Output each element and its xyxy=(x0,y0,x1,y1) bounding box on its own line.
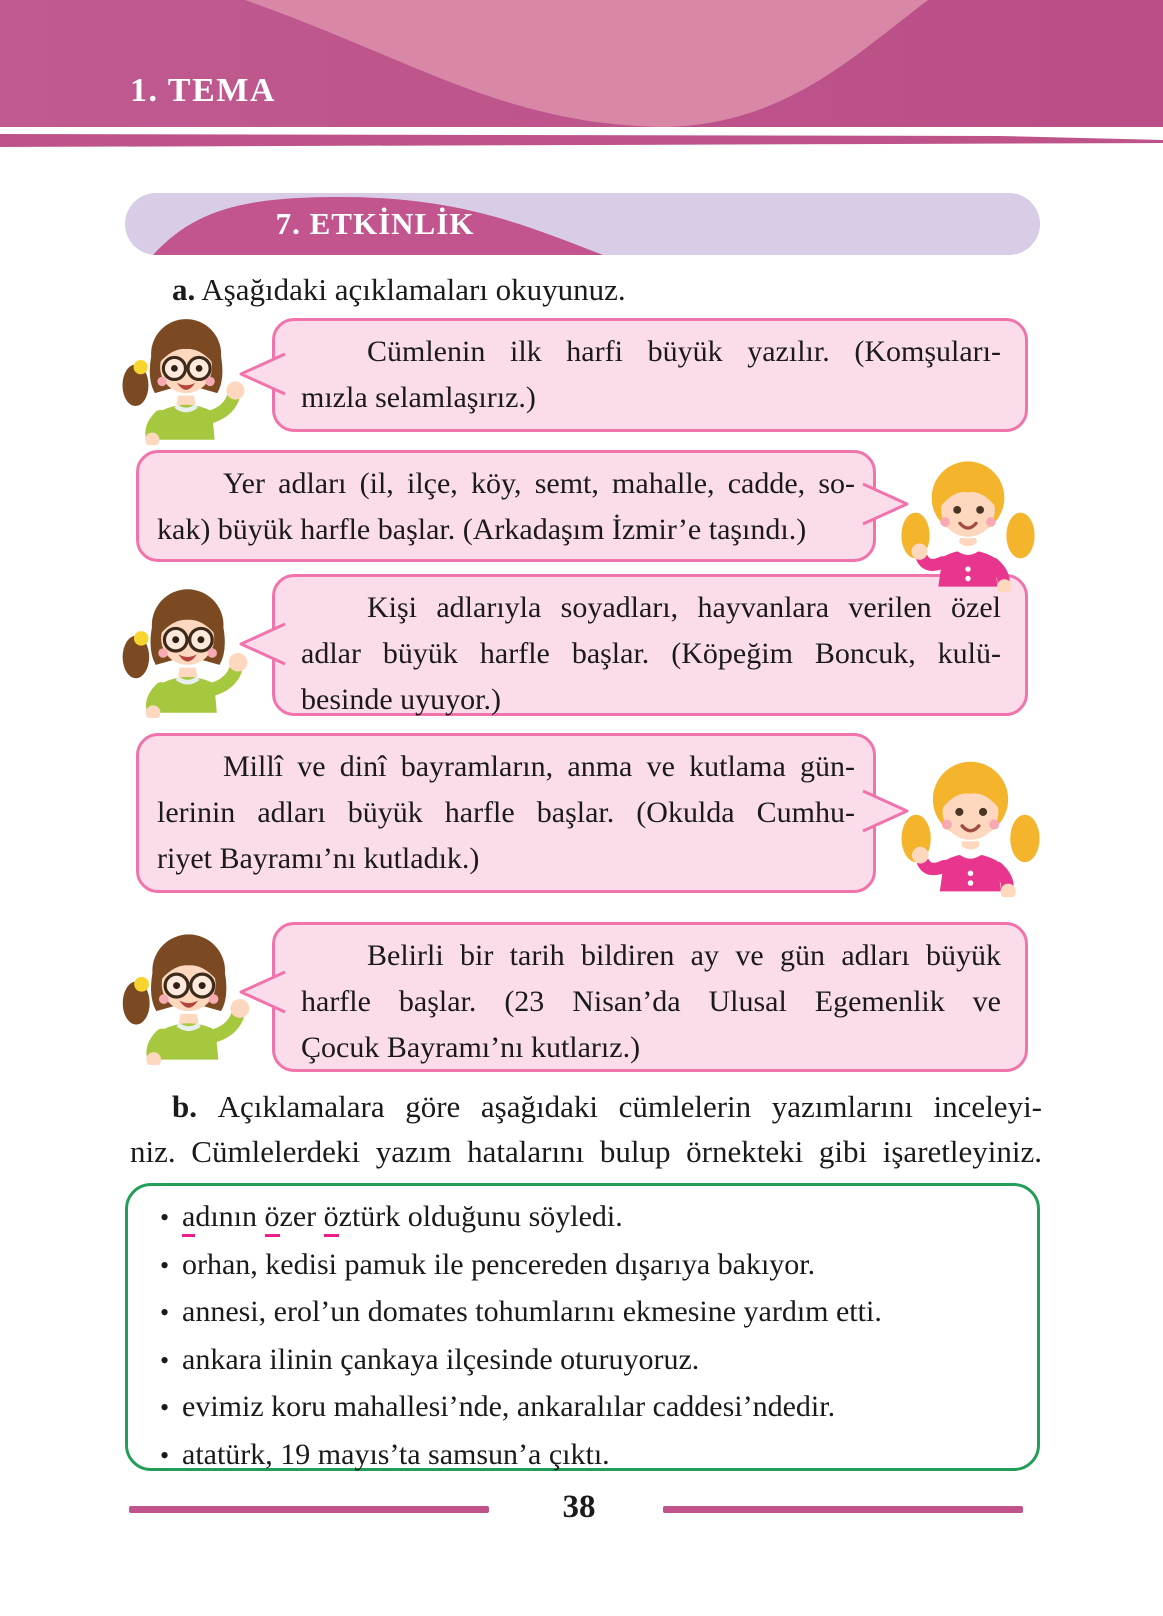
bubble-line: riyet Bayramı’nı kutladık.) xyxy=(157,842,480,875)
activity-title: 7. ETKİNLİK xyxy=(275,206,475,241)
list-item xyxy=(128,1337,1037,1385)
bubble-line: besinde uyuyor.) xyxy=(301,683,501,716)
bullet-icon: • xyxy=(160,1250,170,1280)
bubble-line: Kişi adlarıyla soyadları, hayvanlara verilen özel xyxy=(367,591,1001,624)
section-a-text: Aşağıdaki açıklamaları okuyunuz. xyxy=(201,272,626,307)
bullet-icon: • xyxy=(160,1298,170,1327)
section-b-label: b. xyxy=(172,1089,218,1124)
girl-with-pigtails-avatar xyxy=(898,752,1043,897)
girl-with-glasses-avatar xyxy=(116,925,256,1065)
speech-bubble xyxy=(272,922,1028,1072)
bubble-line: mızla selamlaşırız.) xyxy=(301,381,536,414)
activity-banner xyxy=(125,193,1040,255)
speech-bubble xyxy=(272,318,1028,432)
girl-with-pigtails-avatar xyxy=(898,452,1038,592)
sentence-list-box xyxy=(125,1183,1040,1471)
list-item xyxy=(128,1194,1037,1242)
speech-bubble xyxy=(136,450,876,562)
list-item xyxy=(128,1242,1037,1290)
bullet-icon: • xyxy=(160,1203,170,1232)
bubble-line: Cümlenin ilk harfi büyük yazılır. (Komşuları- xyxy=(367,335,1001,368)
list-item-text: annesi, erol’un domates tohumlarını ekmesine yardım etti. xyxy=(182,1295,882,1328)
bubble-line: Millî ve dinî bayramların, anma ve kutlama gün- xyxy=(223,750,855,783)
bubble-text xyxy=(275,925,1025,1071)
list-item-text: atatürk, 19 mayıs’ta samsun’a çıktı. xyxy=(182,1437,610,1471)
bubble-line: Çocuk Bayramı’nı kutlarız.) xyxy=(301,1031,641,1064)
bubble-line: Yer adları (il, ilçe, köy, semt, mahalle, cadde, so- xyxy=(223,467,855,500)
error-underline-mark: ö xyxy=(324,1200,339,1237)
theme-title: 1. TEMA xyxy=(130,72,276,109)
bullet-icon: • xyxy=(160,1393,170,1422)
bullet-icon: • xyxy=(160,1345,170,1375)
list-item-text: ankara ilinin çankaya ilçesinde oturuyoruz. xyxy=(182,1342,700,1376)
section-a-paragraph xyxy=(172,270,626,310)
bubble-line: Belirli bir tarih bildiren ay ve gün adları büyük xyxy=(367,939,1001,972)
bubble-text xyxy=(275,577,1025,723)
list-item-text: orhan, kedisi pamuk ile pencereden dışarıya bakıyor. xyxy=(182,1247,816,1281)
page-number: 38 xyxy=(562,1489,596,1525)
list-item-text: evimiz koru mahallesi’nde, ankaralılar caddesi’ndedir. xyxy=(182,1390,836,1423)
section-b-line: niz. Cümlelerdeki yazım hatalarını bulup örnekteki gibi işaretleyiniz. xyxy=(130,1134,1042,1169)
speech-bubble xyxy=(136,733,876,893)
list-item xyxy=(128,1384,1037,1432)
footer-rule-left xyxy=(129,1506,489,1513)
divider-swoosh xyxy=(0,127,1163,153)
bubble-text xyxy=(139,453,873,553)
section-b-paragraph xyxy=(130,1084,1042,1174)
bubble-line: harfle başlar. (23 Nisan’da Ulusal Egemenlik ve xyxy=(301,985,1001,1018)
girl-with-glasses-avatar xyxy=(116,580,254,718)
speech-bubble xyxy=(272,574,1028,716)
error-underline-mark: ö xyxy=(265,1200,280,1237)
bullet-icon: • xyxy=(160,1440,170,1470)
bubble-line: kak) büyük harfle başlar. (Arkadaşım İzmir’e taşındı.) xyxy=(157,513,807,546)
list-item-text: adının özer öztürk olduğunu söyledi. xyxy=(182,1194,623,1241)
bubble-text xyxy=(139,736,873,882)
bubble-text xyxy=(275,321,1025,421)
footer-rule-right xyxy=(663,1506,1023,1513)
girl-with-glasses-avatar xyxy=(116,310,251,445)
bubble-line: lerinin adları büyük harfle başlar. (Okulda Cumhu- xyxy=(157,796,855,829)
section-b-line: b. Açıklamalara göre aşağıdaki cümlelerin yazımlarını inceleyi- xyxy=(172,1089,1043,1124)
list-item xyxy=(128,1432,1037,1480)
error-underline-mark: a xyxy=(182,1200,195,1237)
bubble-line: adlar büyük harfle başlar. (Köpeğim Boncuk, kulü- xyxy=(301,637,1001,670)
list-item xyxy=(128,1289,1037,1337)
section-a-label: a. xyxy=(172,272,196,307)
